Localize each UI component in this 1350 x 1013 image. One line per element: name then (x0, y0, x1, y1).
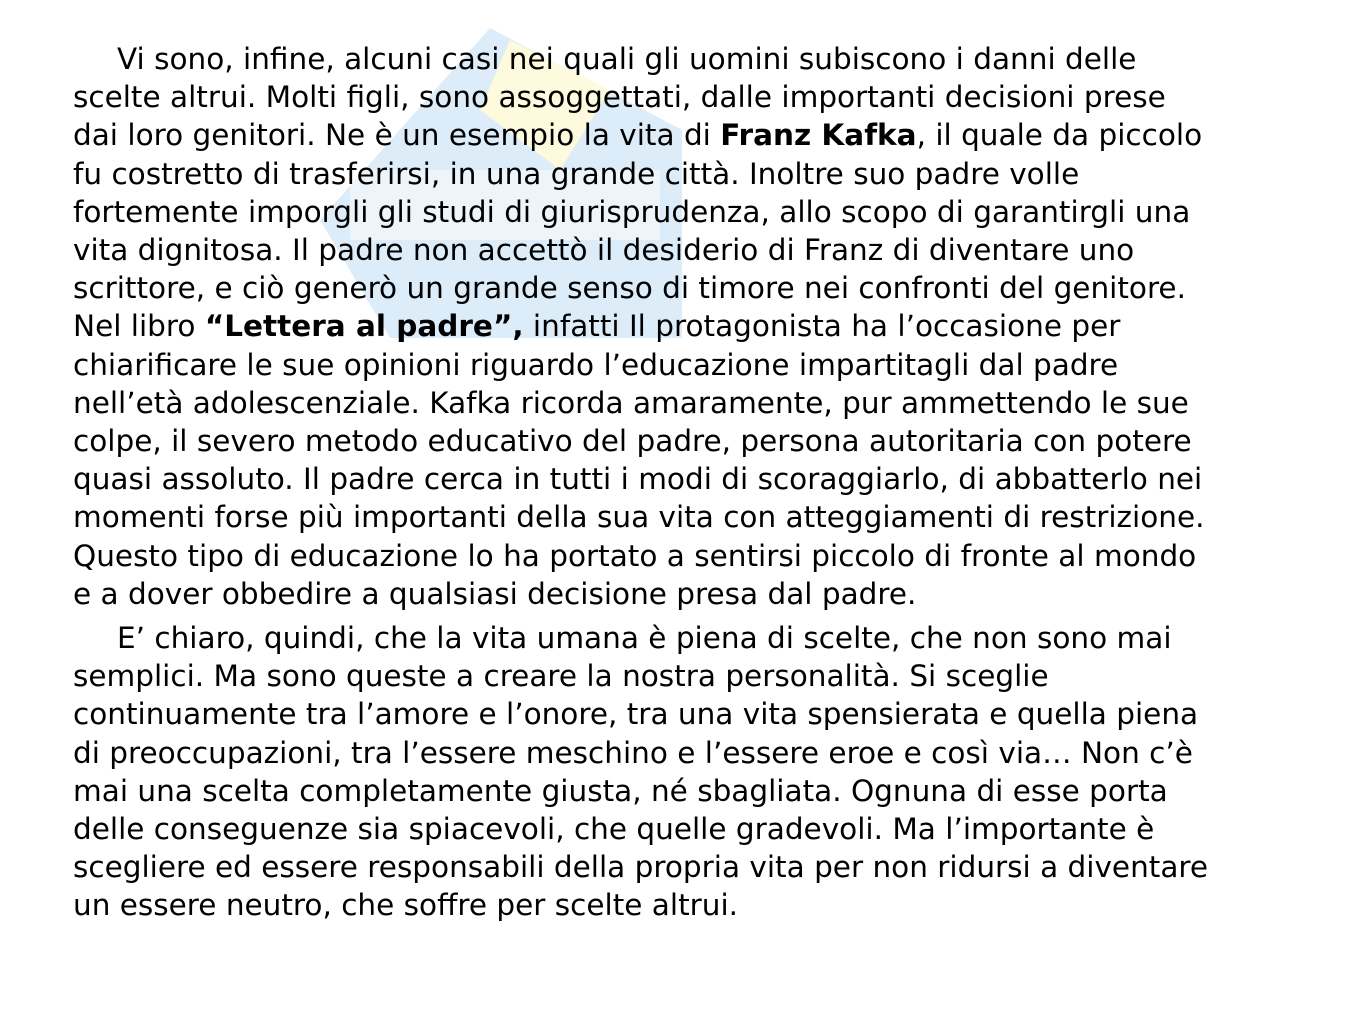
text-run: fortemente imporgli gli studi di giurisprudenza, allo scopo di garantirgli una (73, 194, 1191, 229)
text-run: di preoccupazioni, tra l’essere meschino e l’essere eroe e così via… Non c’è (73, 735, 1193, 770)
text-run: momenti forse più importanti della sua vita con atteggiamenti di restrizione. (73, 500, 1205, 535)
text-line (73, 269, 1313, 307)
text-line (73, 384, 1313, 422)
text-line (73, 422, 1313, 460)
text-line (73, 460, 1313, 498)
text-line (73, 116, 1313, 154)
text-line (73, 231, 1313, 269)
text-line (73, 155, 1313, 193)
text-run: E’ chiaro, quindi, che la vita umana è piena di scelte, che non sono mai (117, 621, 1172, 656)
text-line (73, 40, 1313, 78)
bold-text: Franz Kafka (720, 118, 917, 153)
text-run: scrittore, e ciò generò un grande senso di timore nei confronti del genitore. (73, 271, 1186, 306)
text-run: colpe, il severo metodo educativo del padre, persona autoritaria con potere (73, 424, 1192, 459)
text-line (73, 78, 1313, 116)
text-line (73, 886, 1313, 924)
text-run: mai una scelta completamente giusta, né sbagliata. Ognuna di esse porta (73, 773, 1168, 808)
text-line (73, 575, 1313, 613)
text-line (73, 619, 1313, 657)
text-run: infatti Il protagonista ha l’occasione per (523, 309, 1121, 344)
text-run: scegliere ed essere responsabili della propria vita per non ridursi a diventare (73, 850, 1209, 885)
text-line (73, 346, 1313, 384)
document-body (73, 40, 1313, 925)
text-line (73, 498, 1313, 536)
text-run: nell’età adolescenziale. Kafka ricorda amaramente, pur ammettendo le sue (73, 385, 1189, 420)
paragraph (73, 619, 1313, 925)
text-run: , il quale da piccolo (916, 118, 1203, 153)
text-run: un essere neutro, che soffre per scelte altrui. (73, 888, 739, 923)
text-line (73, 537, 1313, 575)
text-run: dai loro genitori. Ne è un esempio la vita di (73, 118, 721, 153)
text-run: semplici. Ma sono queste a creare la nostra personalità. Si sceglie (73, 659, 1049, 694)
text-line (73, 734, 1313, 772)
paragraph (73, 40, 1313, 613)
text-run: Questo tipo di educazione lo ha portato a sentirsi piccolo di fronte al mondo (73, 538, 1197, 573)
text-run: quasi assoluto. Il padre cerca in tutti i modi di scoraggiarlo, di abbatterlo nei (73, 462, 1203, 497)
text-line (73, 810, 1313, 848)
text-line (73, 193, 1313, 231)
text-line (73, 307, 1313, 345)
text-run: vita dignitosa. Il padre non accettò il desiderio di Franz di diventare uno (73, 233, 1135, 268)
text-line (73, 772, 1313, 810)
text-run: delle conseguenze sia spiacevoli, che quelle gradevoli. Ma l’importante è (73, 812, 1155, 847)
text-run: chiarificare le sue opinioni riguardo l’educazione impartitagli dal padre (73, 347, 1119, 382)
text-run: scelte altrui. Molti figli, sono assoggettati, dalle importanti decisioni prese (73, 80, 1166, 115)
text-line (73, 657, 1313, 695)
text-line (73, 848, 1313, 886)
text-line (73, 695, 1313, 733)
bold-text: “Lettera al padre”, (204, 309, 524, 344)
text-run: e a dover obbedire a qualsiasi decisione presa dal padre. (73, 576, 917, 611)
text-run: Nel libro (73, 309, 205, 344)
text-run: Vi sono, infine, alcuni casi nei quali gli uomini subiscono i danni delle (117, 42, 1137, 76)
text-run: fu costretto di trasferirsi, in una grande città. Inoltre suo padre volle (73, 156, 1080, 191)
text-run: continuamente tra l’amore e l’onore, tra una vita spensierata e quella piena (73, 697, 1199, 732)
